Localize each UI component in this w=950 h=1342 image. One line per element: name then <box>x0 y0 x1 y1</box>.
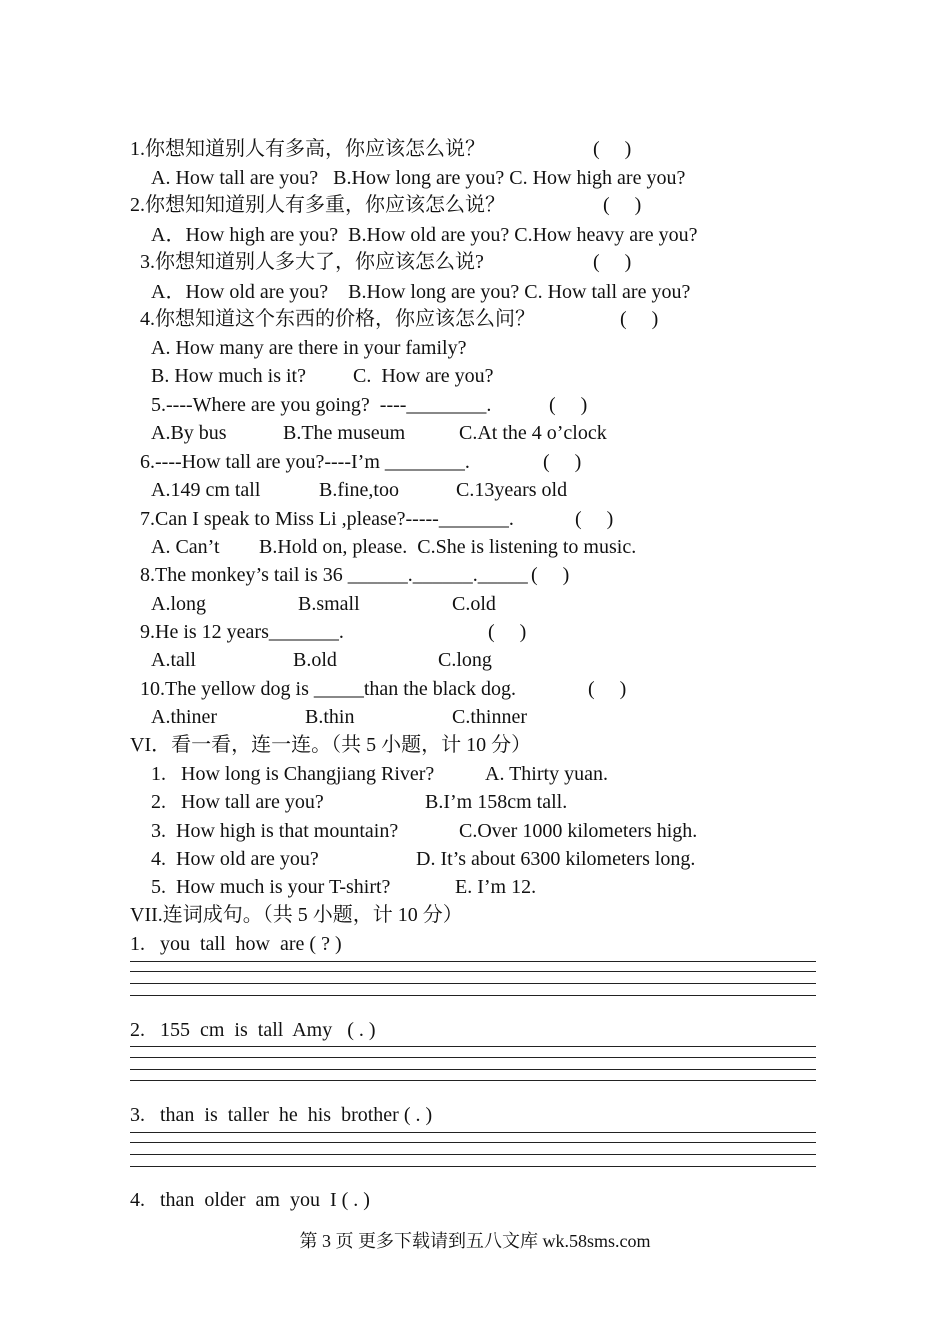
question-2: 2.你想知知道别人有多重，你应该怎么说？ <box>130 194 505 216</box>
match-right-3: C.Over 1000 kilometers high. <box>459 820 698 842</box>
page-footer: 第 3 页 更多下载请到五八文库 wk.58sms.com <box>299 1231 651 1251</box>
writing-line <box>130 995 816 996</box>
writing-line <box>130 983 816 984</box>
option-9b: B.old <box>293 649 337 671</box>
sentence-3: 3. than is taller he his brother ( . ) <box>130 1104 433 1126</box>
match-right-5: E. I’m 12. <box>455 876 537 898</box>
writing-line <box>130 1132 816 1133</box>
question-9: 9.He is 12 years_______. <box>140 621 344 643</box>
question-8: 8.The monkey’s tail is 36 ______.______._____ <box>140 564 528 586</box>
option-8a: A.long <box>151 593 206 615</box>
option-6a: A.149 cm tall <box>151 479 261 501</box>
question-4: 4.你想知道这个东西的价格，你应该怎么问？ <box>140 308 535 330</box>
option-7a: A. Can’t <box>151 536 220 558</box>
option-9a: A.tall <box>151 649 196 671</box>
option-5b: B.The museum <box>283 422 406 444</box>
writing-line <box>130 1069 816 1070</box>
match-left-2: 2. How tall are you? <box>151 791 324 813</box>
options-4b: B. How much is it? <box>151 365 306 387</box>
answer-paren: ( ) <box>575 508 614 530</box>
option-6c: C.13years old <box>456 479 568 501</box>
option-5a: A.By bus <box>151 422 227 444</box>
answer-paren: ( ) <box>549 394 588 416</box>
sentence-2: 2. 155 cm is tall Amy ( . ) <box>130 1019 376 1041</box>
question-3: 3.你想知道别人多大了，你应该怎么说? <box>140 251 484 273</box>
option-8b: B.small <box>298 593 360 615</box>
answer-paren: ( ) <box>593 251 632 273</box>
writing-line <box>130 1166 816 1167</box>
options-4c: C. How are you? <box>353 365 494 387</box>
answer-paren: ( ) <box>620 308 659 330</box>
writing-line <box>130 961 816 962</box>
option-6b: B.fine,too <box>319 479 399 501</box>
option-8c: C.old <box>452 593 496 615</box>
match-right-1: A. Thirty yuan. <box>485 763 608 785</box>
match-left-5: 5. How much is your T-shirt? <box>151 876 391 898</box>
option-9c: C.long <box>438 649 492 671</box>
section-6-title: VI．看一看，连一连。（共 5 小题，计 10 分） <box>130 734 532 756</box>
writing-line <box>130 1057 816 1058</box>
writing-line <box>130 1142 816 1143</box>
answer-paren: ( ) <box>543 451 582 473</box>
answer-paren: ( ) <box>488 621 527 643</box>
question-1: 1.你想知道别人有多高，你应该怎么说？ <box>130 138 485 160</box>
answer-paren: ( ) <box>603 194 642 216</box>
options-4a: A. How many are there in your family? <box>151 337 467 359</box>
option-10a: A.thiner <box>151 706 218 728</box>
match-left-1: 1. How long is Changjiang River? <box>151 763 435 785</box>
options-3: A．How old are you? B.How long are you? C. How tall are you? <box>151 281 691 303</box>
writing-line <box>130 1080 816 1081</box>
sentence-1: 1. you tall how are ( ? ) <box>130 933 342 955</box>
sentence-4: 4. than older am you I ( . ) <box>130 1189 370 1211</box>
match-right-2: B.I’m 158cm tall. <box>425 791 568 813</box>
match-right-4: D. It’s about 6300 kilometers long. <box>416 848 696 870</box>
question-10: 10.The yellow dog is _____than the black dog. <box>140 678 517 700</box>
question-5: 5.----Where are you going? ----________. <box>151 394 492 416</box>
question-6: 6.----How tall are you?----I’m ________. <box>140 451 470 473</box>
option-7bc: B.Hold on, please. C.She is listening to music. <box>259 536 637 558</box>
option-5c: C.At the 4 o’clock <box>459 422 607 444</box>
option-10b: B.thin <box>305 706 355 728</box>
writing-line <box>130 1154 816 1155</box>
answer-paren: ( ) <box>531 564 570 586</box>
answer-paren: ( ) <box>593 138 632 160</box>
writing-line <box>130 1046 816 1047</box>
match-left-3: 3. How high is that mountain? <box>151 820 399 842</box>
section-7-title: VII.连词成句。（共 5 小题，计 10 分） <box>130 904 463 926</box>
answer-paren: ( ) <box>588 678 627 700</box>
writing-line <box>130 971 816 972</box>
match-left-4: 4. How old are you? <box>151 848 319 870</box>
options-2: A．How high are you? B.How old are you? C.How heavy are you? <box>151 224 698 246</box>
option-10c: C.thinner <box>452 706 527 728</box>
options-1: A. How tall are you? B.How long are you? C. How high are you? <box>151 167 686 189</box>
question-7: 7.Can I speak to Miss Li ,please?-----_______. <box>140 508 514 530</box>
